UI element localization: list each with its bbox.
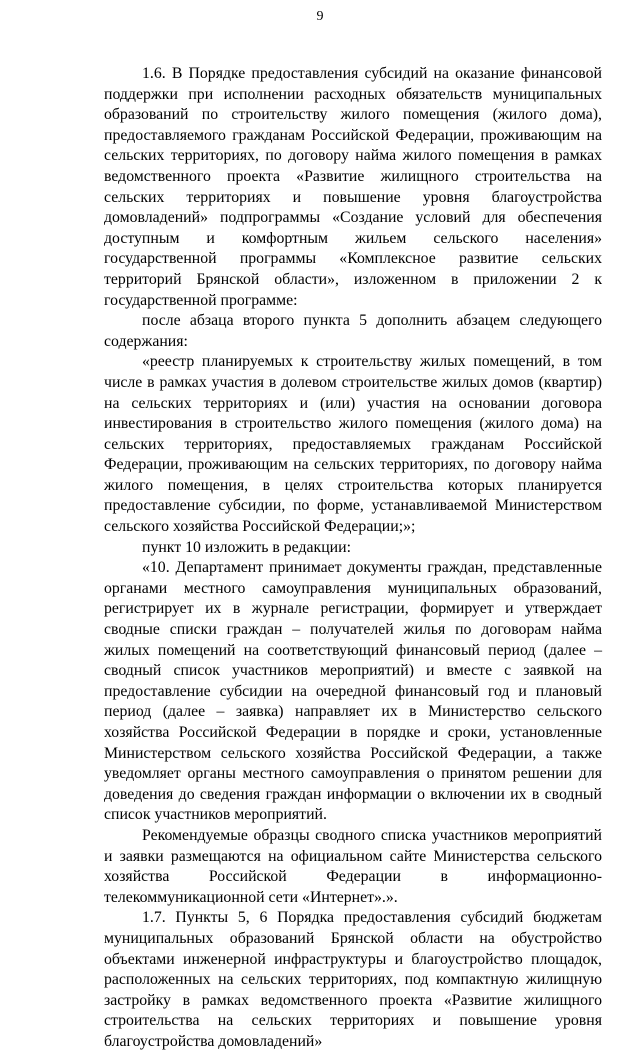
- paragraph-10-departament: «10. Департамент принимает документы граждан, представленные органами местного самоуправления муниципальных образований, регистрирует их в журнале регистрации, формирует и утверждает сводные списки граждан – получателей жилья по договорам найма жилых помещений на соответствующий финансовый период (далее – сводный список участников мероприятий) и вместе с заявкой на предоставление субсидии на очередной финансовый год и плановый период (далее – заявка) направляет их в Министерство сельского хозяйства Российской Федерации в порядке и сроки, установленные Министерством сельского хозяйства Российской Федерации, а также уведомляет органы местного самоуправления о принятом решении для доведения до сведения граждан информации о включении их в сводный список участников мероприятий.: [104, 559, 602, 824]
- paragraph-rekomenduemye: Рекомендуемые образцы сводного списка участников мероприятий и заявки размещаются на официальном сайте Министерства сельского хозяйства Российской Федерации в информационно-телекоммуникационной сети «Интернет».».: [104, 826, 602, 906]
- document-body: [104, 64, 602, 1053]
- paragraph-1-7: 1.7. Пункты 5, 6 Порядка предоставления субсидий бюджетам муниципальных образований Брянской области на обустройство объектами инженерной инфраструктуры и благоустройство площадок, расположенных на сельских территориях, под компактную жилищную застройку в рамках ведомственного проекта «Развитие жилищного строительства на сельских территориях и повышение уровня благоустройства домовладений»: [104, 909, 602, 1050]
- paragraph-punkt-10: пункт 10 изложить в редакции:: [142, 538, 351, 556]
- page-number: 9: [316, 9, 324, 24]
- paragraph-1-6: 1.6. В Порядке предоставления субсидий на оказание финансовой поддержки при исполнении расходных обязательств муниципальных образований по строительству жилого помещения (жилого дома), предоставляемого гражданам Российской Федерации, проживающим на сельских территориях, по договору найма жилого помещения в рамках ведомственного проекта «Развитие жилищного строительства на сельских территориях и повышение уровня благоустройства домовладений» подпрограммы «Создание условий для обеспечения доступным и комфортным жильем сельского населения» государственной программы «Комплексное развитие сельских территорий Брянской области», изложенном в приложении 2 к государственной программе:: [104, 65, 602, 309]
- paragraph-reestr: «реестр планируемых к строительству жилых помещений, в том числе в рамках участия в долевом строительстве жилых домов (квартир) на сельских территориях и (или) участия на основании договора инвестирования в строительство жилого помещения (жилого дома) на сельских территориях, предоставляемых гражданам Российской Федерации, проживающим на сельских территориях, по договору найма жилого помещения, в целях строительства которых планируется предоставление субсидии, по форме, устанавливаемой Министерством сельского хозяйства Российской Федерации;»;: [104, 353, 602, 536]
- paragraph-add-abzac: после абзаца второго пункта 5 дополнить абзацем следующего содержания:: [104, 312, 602, 350]
